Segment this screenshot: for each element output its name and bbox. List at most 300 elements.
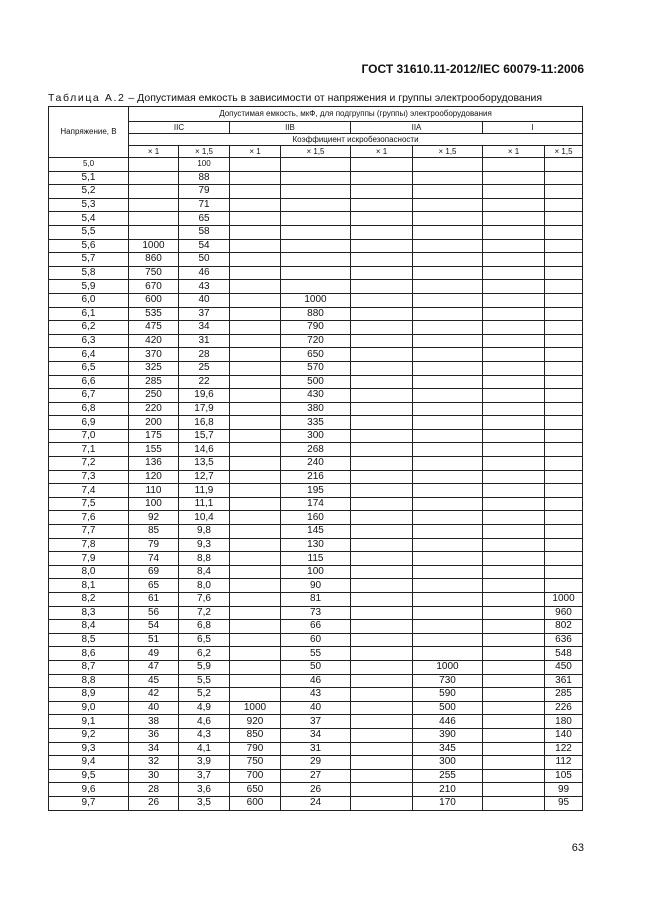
capacity-cell xyxy=(483,416,545,430)
coef-header: × 1 xyxy=(483,146,545,158)
capacity-cell: 43 xyxy=(281,688,351,702)
capacity-cell: 122 xyxy=(545,742,583,756)
capacity-cell xyxy=(483,375,545,389)
voltage-cell: 6,5 xyxy=(49,361,129,375)
capacity-cell xyxy=(281,185,351,199)
capacity-cell: 115 xyxy=(281,552,351,566)
capacity-cell xyxy=(483,756,545,770)
capacity-cell xyxy=(413,334,483,348)
table-row xyxy=(49,429,583,443)
capacity-cell: 4,6 xyxy=(179,715,230,729)
capacity-cell: 1000 xyxy=(129,239,179,253)
capacity-cell: 920 xyxy=(230,715,281,729)
capacity-cell xyxy=(413,280,483,294)
capacity-cell xyxy=(483,620,545,634)
capacity-cell xyxy=(351,688,413,702)
capacity-cell xyxy=(545,538,583,552)
capacity-cell: 548 xyxy=(545,647,583,661)
capacity-cell xyxy=(545,525,583,539)
capacity-cell xyxy=(545,198,583,212)
capacity-cell: 27 xyxy=(281,769,351,783)
table-row xyxy=(49,606,583,620)
capacity-cell xyxy=(483,266,545,280)
capacity-cell xyxy=(230,606,281,620)
capacity-cell: 1000 xyxy=(230,701,281,715)
voltage-cell: 5,6 xyxy=(49,239,129,253)
capacity-cell: 4,3 xyxy=(179,728,230,742)
capacity-cell xyxy=(281,280,351,294)
capacity-cell xyxy=(230,552,281,566)
table-row xyxy=(49,416,583,430)
capacity-cell: 390 xyxy=(413,728,483,742)
capacity-cell: 300 xyxy=(413,756,483,770)
capacity-cell xyxy=(351,280,413,294)
capacity-cell: 28 xyxy=(179,348,230,362)
capacity-cell: 65 xyxy=(179,212,230,226)
capacity-cell xyxy=(129,171,179,185)
table-row xyxy=(49,688,583,702)
capacity-cell: 19,6 xyxy=(179,389,230,403)
capacity-cell: 5,2 xyxy=(179,688,230,702)
capacity-cell: 6,2 xyxy=(179,647,230,661)
voltage-cell: 5,4 xyxy=(49,212,129,226)
capacity-cell xyxy=(545,470,583,484)
voltage-cell: 7,3 xyxy=(49,470,129,484)
capacity-cell xyxy=(545,565,583,579)
capacity-cell: 500 xyxy=(281,375,351,389)
capacity-cell: 15,7 xyxy=(179,429,230,443)
capacity-cell: 7,2 xyxy=(179,606,230,620)
capacity-cell xyxy=(483,402,545,416)
capacity-cell xyxy=(483,470,545,484)
capacity-cell xyxy=(545,171,583,185)
voltage-cell: 6,1 xyxy=(49,307,129,321)
capacity-cell: 28 xyxy=(129,783,179,797)
capacity-cell xyxy=(483,565,545,579)
table-row xyxy=(49,348,583,362)
capacity-cell xyxy=(351,565,413,579)
capacity-cell xyxy=(230,511,281,525)
capacity-cell xyxy=(483,361,545,375)
capacity-cell xyxy=(483,525,545,539)
table-row xyxy=(49,198,583,212)
capacity-cell xyxy=(483,212,545,226)
capacity-cell xyxy=(351,158,413,172)
table-row xyxy=(49,307,583,321)
capacity-cell: 105 xyxy=(545,769,583,783)
capacity-cell: 670 xyxy=(129,280,179,294)
capacity-cell xyxy=(129,185,179,199)
capacity-cell: 40 xyxy=(129,701,179,715)
capacity-cell xyxy=(230,416,281,430)
capacity-cell xyxy=(351,321,413,335)
capacity-cell xyxy=(230,348,281,362)
voltage-cell: 6,4 xyxy=(49,348,129,362)
capacity-cell xyxy=(545,280,583,294)
capacity-cell: 100 xyxy=(179,158,230,172)
capacity-cell: 475 xyxy=(129,321,179,335)
capacity-cell xyxy=(545,457,583,471)
capacity-cell xyxy=(413,620,483,634)
capacity-cell xyxy=(230,280,281,294)
capacity-cell xyxy=(351,647,413,661)
capacity-cell xyxy=(351,538,413,552)
capacity-cell: 31 xyxy=(179,334,230,348)
capacity-cell: 750 xyxy=(129,266,179,280)
capacity-cell xyxy=(545,253,583,267)
capacity-cell: 10,4 xyxy=(179,511,230,525)
capacity-cell: 95 xyxy=(545,796,583,810)
capacity-cell: 500 xyxy=(413,701,483,715)
capacity-cell xyxy=(230,660,281,674)
table-row xyxy=(49,579,583,593)
capacity-cell xyxy=(351,674,413,688)
capacity-cell xyxy=(351,293,413,307)
capacity-cell: 55 xyxy=(281,647,351,661)
capacity-cell xyxy=(230,402,281,416)
capacity-cell xyxy=(351,497,413,511)
capacity-cell xyxy=(230,389,281,403)
table-row xyxy=(49,674,583,688)
capacity-cell xyxy=(351,348,413,362)
capacity-cell: 22 xyxy=(179,375,230,389)
capacity-cell: 8,8 xyxy=(179,552,230,566)
capacity-cell: 268 xyxy=(281,443,351,457)
capacity-cell xyxy=(351,334,413,348)
capacity-cell xyxy=(351,593,413,607)
capacity-cell xyxy=(483,158,545,172)
table-row xyxy=(49,525,583,539)
capacity-cell: 960 xyxy=(545,606,583,620)
capacity-cell xyxy=(230,443,281,457)
capacity-cell: 17,9 xyxy=(179,402,230,416)
voltage-cell: 5,5 xyxy=(49,225,129,239)
capacity-cell xyxy=(230,334,281,348)
capacity-cell: 65 xyxy=(129,579,179,593)
capacity-cell: 51 xyxy=(129,633,179,647)
capacity-cell xyxy=(413,497,483,511)
capacity-cell: 60 xyxy=(281,633,351,647)
table-row xyxy=(49,225,583,239)
table-row xyxy=(49,511,583,525)
capacity-cell xyxy=(351,484,413,498)
voltage-cell: 7,6 xyxy=(49,511,129,525)
table-row xyxy=(49,266,583,280)
capacity-cell: 5,9 xyxy=(179,660,230,674)
capacity-cell xyxy=(483,688,545,702)
capacity-cell xyxy=(483,783,545,797)
table-row xyxy=(49,538,583,552)
capacity-cell xyxy=(413,253,483,267)
capacity-cell xyxy=(413,593,483,607)
capacity-cell: 42 xyxy=(129,688,179,702)
capacity-cell xyxy=(483,660,545,674)
capacity-cell: 54 xyxy=(179,239,230,253)
capacity-cell xyxy=(129,212,179,226)
voltage-cell: 7,5 xyxy=(49,497,129,511)
capacity-cell xyxy=(230,225,281,239)
capacity-cell: 335 xyxy=(281,416,351,430)
capacity-cell: 38 xyxy=(129,715,179,729)
capacity-cell xyxy=(483,429,545,443)
capacity-cell: 195 xyxy=(281,484,351,498)
table-row xyxy=(49,321,583,335)
capacity-cell xyxy=(230,579,281,593)
coef-header: × 1,5 xyxy=(179,146,230,158)
capacity-cell xyxy=(351,307,413,321)
table-row xyxy=(49,293,583,307)
capacity-cell: 285 xyxy=(129,375,179,389)
capacity-cell: 850 xyxy=(230,728,281,742)
table-row xyxy=(49,457,583,471)
capacity-cell xyxy=(351,579,413,593)
capacity-cell: 600 xyxy=(230,796,281,810)
capacity-cell xyxy=(230,497,281,511)
capacity-cell xyxy=(545,375,583,389)
capacity-cell: 34 xyxy=(179,321,230,335)
capacity-cell: 6,5 xyxy=(179,633,230,647)
capacity-cell: 37 xyxy=(179,307,230,321)
capacity-cell: 71 xyxy=(179,198,230,212)
capacity-cell: 170 xyxy=(413,796,483,810)
page-number: 63 xyxy=(571,842,584,854)
capacity-cell xyxy=(483,443,545,457)
capacity-cell: 155 xyxy=(129,443,179,457)
capacity-cell xyxy=(413,212,483,226)
capacity-cell xyxy=(351,470,413,484)
capacity-cell: 160 xyxy=(281,511,351,525)
capacity-cell: 61 xyxy=(129,593,179,607)
capacity-cell xyxy=(351,171,413,185)
capacity-cell: 25 xyxy=(179,361,230,375)
capacity-cell xyxy=(230,633,281,647)
table-row xyxy=(49,253,583,267)
table-row xyxy=(49,565,583,579)
capacity-cell: 40 xyxy=(179,293,230,307)
capacity-cell: 636 xyxy=(545,633,583,647)
capacity-cell xyxy=(545,212,583,226)
capacity-cell xyxy=(483,579,545,593)
capacity-cell: 92 xyxy=(129,511,179,525)
capacity-cell: 255 xyxy=(413,769,483,783)
capacity-cell xyxy=(351,525,413,539)
table-row xyxy=(49,185,583,199)
capacity-cell: 1000 xyxy=(281,293,351,307)
capacity-cell xyxy=(413,321,483,335)
capacity-cell: 600 xyxy=(129,293,179,307)
table-row xyxy=(49,552,583,566)
capacity-cell xyxy=(351,769,413,783)
capacity-cell xyxy=(483,715,545,729)
table-row xyxy=(49,715,583,729)
voltage-cell: 6,9 xyxy=(49,416,129,430)
capacity-cell xyxy=(483,647,545,661)
capacity-cell xyxy=(351,416,413,430)
capacity-cell: 3,7 xyxy=(179,769,230,783)
table-row xyxy=(49,212,583,226)
capacity-cell xyxy=(351,375,413,389)
capacity-cell: 50 xyxy=(281,660,351,674)
capacity-cell: 8,0 xyxy=(179,579,230,593)
capacity-cell: 226 xyxy=(545,701,583,715)
capacity-cell: 446 xyxy=(413,715,483,729)
capacity-cell xyxy=(483,171,545,185)
capacity-cell xyxy=(230,253,281,267)
table-row xyxy=(49,796,583,810)
capacity-cell: 1000 xyxy=(545,593,583,607)
capacity-cell: 58 xyxy=(179,225,230,239)
capacity-cell xyxy=(413,429,483,443)
capacity-cell: 100 xyxy=(281,565,351,579)
capacity-cell xyxy=(545,185,583,199)
capacity-cell xyxy=(413,402,483,416)
capacity-cell xyxy=(483,307,545,321)
capacity-cell: 140 xyxy=(545,728,583,742)
capacity-cell: 16,8 xyxy=(179,416,230,430)
capacity-cell: 380 xyxy=(281,402,351,416)
voltage-cell: 8,0 xyxy=(49,565,129,579)
capacity-cell: 88 xyxy=(179,171,230,185)
capacity-cell xyxy=(483,728,545,742)
capacity-cell xyxy=(351,796,413,810)
capacity-cell: 3,5 xyxy=(179,796,230,810)
capacity-cell: 650 xyxy=(230,783,281,797)
capacity-cell xyxy=(483,293,545,307)
capacity-cell xyxy=(281,171,351,185)
capacity-cell: 37 xyxy=(281,715,351,729)
capacity-cell: 790 xyxy=(230,742,281,756)
capacity-cell xyxy=(230,593,281,607)
capacity-cell xyxy=(230,361,281,375)
coef-header: × 1,5 xyxy=(281,146,351,158)
table-caption-text: – Допустимая емкость в зависимости от напряжения и группы электрооборудования xyxy=(125,92,543,104)
capacity-cell xyxy=(351,361,413,375)
capacity-cell xyxy=(230,158,281,172)
capacity-cell: 30 xyxy=(129,769,179,783)
capacity-cell xyxy=(129,225,179,239)
group-header-iib: IIB xyxy=(230,122,351,134)
table-row xyxy=(49,728,583,742)
capacity-cell: 50 xyxy=(179,253,230,267)
voltage-cell: 6,3 xyxy=(49,334,129,348)
table-row xyxy=(49,633,583,647)
capacity-cell: 880 xyxy=(281,307,351,321)
capacity-cell xyxy=(545,389,583,403)
capacity-cell xyxy=(545,497,583,511)
capacity-cell: 29 xyxy=(281,756,351,770)
capacity-cell xyxy=(413,457,483,471)
voltage-cell: 5,7 xyxy=(49,253,129,267)
capacity-cell xyxy=(545,293,583,307)
capacity-cell xyxy=(483,253,545,267)
capacity-cell xyxy=(413,511,483,525)
capacity-cell: 361 xyxy=(545,674,583,688)
voltage-cell: 8,4 xyxy=(49,620,129,634)
capacity-cell: 32 xyxy=(129,756,179,770)
capacity-cell xyxy=(483,497,545,511)
capacity-cell xyxy=(413,443,483,457)
capacity-cell: 3,6 xyxy=(179,783,230,797)
capacity-cell xyxy=(545,443,583,457)
table-row xyxy=(49,158,583,172)
capacity-cell: 250 xyxy=(129,389,179,403)
capacity-cell xyxy=(413,225,483,239)
capacity-cell xyxy=(351,552,413,566)
capacity-cell: 6,8 xyxy=(179,620,230,634)
capacity-cell: 200 xyxy=(129,416,179,430)
capacity-cell: 802 xyxy=(545,620,583,634)
capacity-cell xyxy=(545,579,583,593)
capacity-cell: 34 xyxy=(129,742,179,756)
capacity-cell xyxy=(545,266,583,280)
capacity-cell xyxy=(483,538,545,552)
capacity-cell: 700 xyxy=(230,769,281,783)
capacity-cell: 45 xyxy=(129,674,179,688)
capacity-cell: 175 xyxy=(129,429,179,443)
table-row xyxy=(49,470,583,484)
coef-header: × 1,5 xyxy=(545,146,583,158)
capacity-cell: 56 xyxy=(129,606,179,620)
capacity-cell xyxy=(351,756,413,770)
capacity-cell: 720 xyxy=(281,334,351,348)
capacity-cell xyxy=(545,158,583,172)
capacity-cell xyxy=(545,334,583,348)
capacity-cell xyxy=(483,511,545,525)
capacity-cell: 300 xyxy=(281,429,351,443)
capacity-cell: 1000 xyxy=(413,660,483,674)
capacity-cell xyxy=(413,198,483,212)
voltage-cell: 5,1 xyxy=(49,171,129,185)
capacity-cell xyxy=(230,484,281,498)
capacity-cell xyxy=(545,361,583,375)
coef-header: × 1 xyxy=(351,146,413,158)
capacity-cell xyxy=(483,606,545,620)
capacity-cell: 74 xyxy=(129,552,179,566)
capacity-cell xyxy=(413,158,483,172)
capacity-cell xyxy=(230,185,281,199)
capacity-cell xyxy=(413,633,483,647)
table-row xyxy=(49,484,583,498)
voltage-cell: 6,7 xyxy=(49,389,129,403)
capacity-cell xyxy=(483,552,545,566)
capacity-cell xyxy=(413,307,483,321)
capacity-cell: 69 xyxy=(129,565,179,579)
capacity-cell: 90 xyxy=(281,579,351,593)
capacity-cell: 7,6 xyxy=(179,593,230,607)
capacity-cell xyxy=(281,198,351,212)
voltage-cell: 8,1 xyxy=(49,579,129,593)
capacity-cell: 220 xyxy=(129,402,179,416)
capacity-cell xyxy=(483,633,545,647)
capacity-cell xyxy=(413,565,483,579)
capacity-cell: 210 xyxy=(413,783,483,797)
capacity-cell: 46 xyxy=(179,266,230,280)
capacity-cell xyxy=(230,674,281,688)
group-header-iic: IIC xyxy=(129,122,230,134)
voltage-cell: 5,0 xyxy=(49,158,129,172)
capacity-cell: 11,1 xyxy=(179,497,230,511)
capacity-cell xyxy=(281,212,351,226)
capacity-cell: 3,9 xyxy=(179,756,230,770)
capacity-cell: 4,1 xyxy=(179,742,230,756)
capacity-cell xyxy=(483,484,545,498)
capacity-cell: 136 xyxy=(129,457,179,471)
voltage-cell: 9,1 xyxy=(49,715,129,729)
capacity-cell xyxy=(351,633,413,647)
voltage-cell: 5,2 xyxy=(49,185,129,199)
capacity-cell xyxy=(545,348,583,362)
table-row xyxy=(49,742,583,756)
